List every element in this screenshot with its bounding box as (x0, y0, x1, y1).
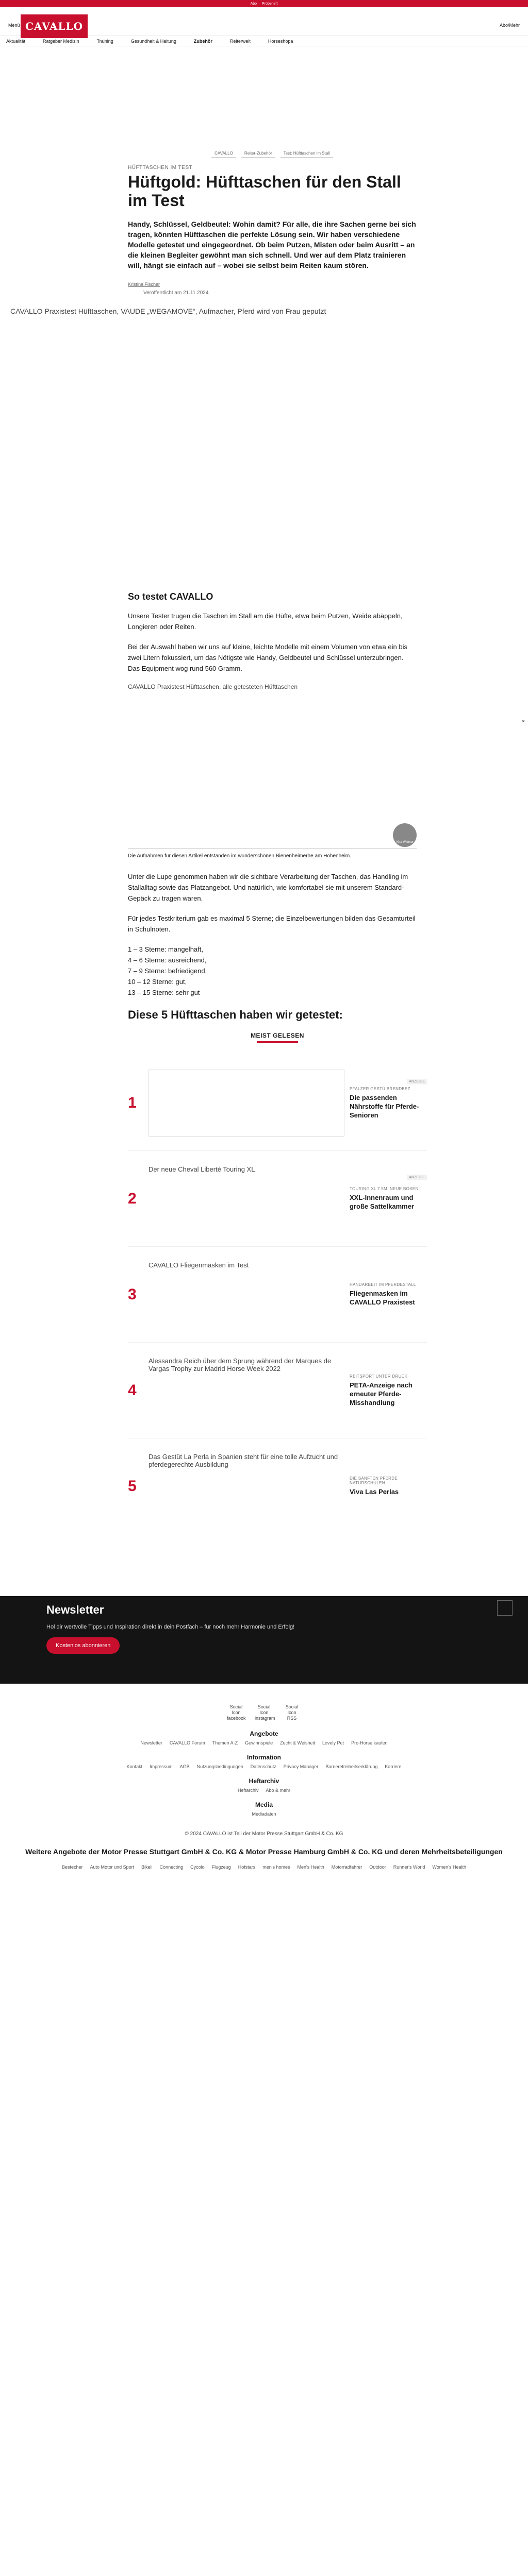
teaser-image-alt: CAVALLO Fliegenmasken im Test (148, 1261, 249, 1269)
footer-links (0, 1788, 528, 1793)
footer-link[interactable]: Lovely Pet (322, 1740, 344, 1745)
nav-item-ratgeber-medizin[interactable]: Ratgeber Medizin (43, 38, 79, 44)
site-logo[interactable] (21, 14, 88, 38)
article-image-alt: CAVALLO Praxistest Hüfttaschen, alle getesteten Hüfttaschen (128, 683, 298, 690)
footer-heading: Information (247, 1754, 281, 1761)
footer-links (0, 1740, 528, 1745)
newsletter-title: Newsletter (46, 1603, 104, 1616)
teaser-category: DIE SANFTEN PFERDE NATURSCHULEN (350, 1476, 398, 1485)
footer-link[interactable]: Themen A-Z (212, 1740, 238, 1745)
footer-link[interactable]: Impressum (150, 1764, 173, 1769)
footer-link[interactable]: CAVALLO Forum (169, 1740, 205, 1745)
more-offers-heading: Weitere Angebote der Motor Presse Stuttgart GmbH & Co. KG & Motor Presse Hamburg GmbH & Co. KG und deren Mehrheitsbeteiligungen (25, 1848, 503, 1856)
offer-link[interactable]: Flugzeug (211, 1865, 231, 1870)
article (10, 149, 417, 1022)
nav-item-horseshopa[interactable]: Horseshopa (268, 38, 293, 44)
ad-space (0, 46, 528, 149)
list-item: 13 – 15 Sterne: sehr gut (128, 989, 200, 996)
logo-text: CAVALLO (25, 20, 83, 32)
teaser-category: REITSPORT UNTER DRUCK (350, 1374, 408, 1379)
newsletter-image (497, 1600, 513, 1616)
most-read-section (128, 1032, 427, 1534)
teaser-text (344, 1087, 427, 1120)
teaser-headline[interactable]: Die passenden Nährstoffe für Pferde-Senioren (350, 1093, 419, 1119)
rank-number: 2 (128, 1190, 137, 1207)
rss-icon[interactable]: Social Icon RSS (285, 1704, 299, 1721)
site-footer (0, 1704, 528, 1870)
site-header (0, 7, 528, 36)
list-item[interactable] (128, 1247, 427, 1343)
teaser-text (344, 1187, 427, 1211)
footer-link[interactable]: Mediadaten (252, 1811, 276, 1817)
teaser-image[interactable] (148, 1070, 344, 1137)
abo-button[interactable]: Abo/Mehr (499, 23, 520, 28)
offer-link[interactable]: Runner's World (393, 1865, 425, 1870)
teaser-category: HANDARBEIT IM PFERDESTALL (350, 1282, 416, 1287)
footer-heading: Media (255, 1801, 273, 1808)
teaser-image-alt: Alessandra Reich über dem Sprung während der Marques de Vargas Trophy zur Madrid Horse Week 2022 (148, 1357, 332, 1372)
offer-link[interactable]: Bikeli (141, 1865, 153, 1870)
page-title: Hüftgold: Hüfttaschen für den Stall im Test (128, 173, 401, 210)
teaser-headline[interactable]: Fliegenmasken im CAVALLO Praxistest (350, 1290, 415, 1306)
body-paragraph: Bei der Auswahl haben wir uns auf kleine, leichte Modelle mit einem Volumen von etwa ein bis zwei Litern fokussiert, um das Nötigste wie Handy, Geldbeutel und Schlüssel unterzubringen. Das Equipment wog rund 560 Gramm. (128, 643, 407, 672)
nav-item-reiterwelt[interactable]: Reiterwelt (229, 38, 251, 44)
facebook-icon[interactable]: Social Icon facebook (227, 1704, 246, 1721)
footer-link[interactable]: Barrierefreiheitserklärung (325, 1764, 378, 1769)
newsletter-box (0, 1596, 528, 1684)
footer-links (0, 1811, 528, 1817)
offer-link[interactable]: Hofstars (238, 1865, 256, 1870)
nav-item-gesundheit[interactable]: Gesundheit & Haltung (130, 38, 176, 44)
list-item: 7 – 9 Sterne: befriedigend, (128, 967, 207, 975)
nav-item-zubehoer[interactable]: Zubehör (193, 38, 212, 44)
teaser-image-alt: Der neue Cheval Liberté Touring XL (148, 1165, 255, 1173)
nav-item-training[interactable]: Training (96, 38, 113, 44)
rank-number: 1 (128, 1094, 137, 1111)
offer-link[interactable]: Auto Motor und Sport (90, 1865, 135, 1870)
offer-link[interactable]: Cycolo (190, 1865, 205, 1870)
instagram-icon[interactable]: Social Icon instagram (255, 1704, 275, 1721)
offer-link[interactable]: Motorradfahrer (331, 1865, 362, 1870)
hero-image (0, 303, 528, 591)
body-paragraph: Unter die Lupe genommen haben wir die sichtbare Verarbeitung der Taschen, das Handling im Stallalltag sowie das Platzangebot. Und natürlich, wie komfortabel sie mit unserem Standard-Gepäck zu tragen waren. (128, 873, 408, 902)
teaser-category: PFALZER GESTÜ BRENDBEZ (350, 1086, 410, 1091)
ad-badge: ANZEIGE (407, 1079, 427, 1084)
teaser-headline[interactable]: PETA-Anzeige nach erneuter Pferde-Misshandlung (350, 1381, 412, 1406)
newsletter-text: Hol dir wertvolle Tipps und Inspiration direkt in dein Postfach – für noch mehr Harmonie und Erfolg! (46, 1624, 295, 1630)
teaser-image[interactable] (148, 1165, 344, 1232)
copyright: © 2024 CAVALLO ist Teil der Motor Presse Stuttgart GmbH & Co. KG (185, 1831, 343, 1837)
teaser-image[interactable] (148, 1453, 344, 1520)
breadcrumb-item[interactable]: Test: Hüfttaschen im Stall (280, 149, 333, 158)
footer-heading: Heftarchiv (249, 1777, 279, 1785)
body-paragraph: Unsere Tester trugen die Taschen im Stall am die Hüfte, etwa beim Putzen, Weide abäppeln, Longieren oder Reiten. (128, 612, 403, 631)
body-paragraph: Für jedes Testkriterium gab es maximal 5 Sterne; die Einzelbewertungen bilden das Gesamturteil in Schulnoten. (128, 914, 416, 933)
list-item[interactable] (128, 1055, 427, 1151)
article-lead: Handy, Schlüssel, Geldbeutel: Wohin damit? Für alle, die ihre Sachen gerne bei sich tragen, könnten Hüfttaschen die perfekte Lösung sein. Wir haben verschiedene Modelle getestet und eingegeordnet. Ob beim Putzen, Misten oder beim Ausritt – an die kleinen Begleiter gewöhnt man sich schnell. Und wer auf dem Platz trainieren will, hängt sie einfach auf – wobei sie selbst beim Reiten kaum stören. (128, 220, 416, 269)
footer-link[interactable]: Newsletter (140, 1740, 162, 1745)
section-heading: So testet CAVALLO (128, 591, 213, 602)
social-links (0, 1704, 528, 1727)
rank-number: 5 (128, 1477, 137, 1495)
rating-scale-list (128, 944, 417, 998)
tested-heading: Diese 5 Hüfttaschen haben wir getestet: (128, 1008, 343, 1021)
top-promo-bar (0, 0, 528, 7)
teaser-image[interactable] (148, 1357, 344, 1424)
footer-link[interactable]: Privacy Manager (283, 1764, 319, 1769)
footer-link[interactable]: Nutzungsbedingungen (196, 1764, 243, 1769)
breadcrumb-item[interactable]: CAVALLO (211, 149, 236, 158)
list-item: 1 – 3 Sterne: mangelhaft, (128, 945, 203, 953)
footer-link[interactable]: Kontakt (126, 1764, 143, 1769)
menu-button[interactable]: Menü (8, 23, 20, 28)
footer-link[interactable]: AGB (179, 1764, 190, 1769)
teaser-headline[interactable]: Viva Las Perlas (350, 1488, 399, 1496)
teaser-headline[interactable]: XXL-Innenraum und große Sattelkammer (350, 1194, 414, 1210)
footer-link[interactable]: Karriere (385, 1764, 402, 1769)
offer-link[interactable]: Men's Health (297, 1865, 324, 1870)
footer-heading: Angebote (250, 1730, 278, 1737)
footer-link[interactable]: Gewinnspiele (245, 1740, 273, 1745)
offer-link[interactable]: Connecting (159, 1865, 184, 1870)
footer-link[interactable]: Zucht & Weisheit (280, 1740, 316, 1745)
footer-link[interactable]: Datenschutz (250, 1764, 276, 1769)
list-item: 10 – 12 Sterne: gut, (128, 978, 187, 986)
nav-item-aktualitaet[interactable]: Aktualität (6, 38, 26, 44)
list-item[interactable] (128, 1151, 427, 1247)
image-credit: Kira Widmer (396, 841, 414, 844)
list-item[interactable] (128, 1343, 427, 1438)
topbar-link-probeheft[interactable]: Probeheft (262, 2, 278, 6)
footer-link[interactable]: Abo & mehr (266, 1788, 291, 1793)
footer-link[interactable]: Heftarchiv (237, 1788, 259, 1793)
offer-link[interactable]: Women's Health (432, 1865, 466, 1870)
most-read-title: MEIST GELESEN (251, 1032, 304, 1039)
offer-links (0, 1865, 528, 1870)
hero-image-alt: CAVALLO Praxistest Hüfttaschen, VAUDE „WEGAMOVE“, Aufmacher, Pferd wird von Frau geputzt (10, 307, 326, 315)
offer-link[interactable]: men's homes (262, 1865, 290, 1870)
teaser-image-alt: Das Gestüt La Perla in Spanien steht für eine tolle Aufzucht und pferdegerechte Ausbildung (148, 1452, 338, 1468)
rank-number: 4 (128, 1381, 137, 1399)
rank-number: 3 (128, 1285, 137, 1303)
breadcrumb-item[interactable]: Reiter-Zubehör (241, 149, 275, 158)
list-item[interactable] (128, 1438, 427, 1534)
article-image (128, 683, 417, 848)
list-item: 4 – 6 Sterne: ausreichend, (128, 956, 207, 964)
teaser-text (344, 1282, 427, 1307)
close-icon[interactable]: × (522, 719, 525, 724)
topbar-link-abo[interactable]: Abo (250, 2, 257, 6)
footer-link[interactable]: Pro-Horse kaufen (351, 1740, 388, 1745)
footer-links (0, 1764, 528, 1769)
offer-link[interactable]: Outdoor (369, 1865, 386, 1870)
newsletter-subscribe-button[interactable]: Kostenlos abonnieren (46, 1637, 120, 1654)
teaser-category: TOURING XL 7.5M: NEUE BOXEN (350, 1187, 419, 1191)
teaser-text (344, 1476, 427, 1496)
teaser-image[interactable] (148, 1261, 344, 1328)
article-kicker: HÜFTTASCHEN IM TEST (128, 165, 193, 171)
author-link[interactable]: Kristina Fischer (128, 282, 160, 287)
ad-badge: ANZEIGE (407, 1175, 427, 1180)
image-caption: Die Aufnahmen für diesen Artikel entstanden im wunderschönen Bienenheimerhe am Hohenheim. (128, 848, 417, 860)
offer-link[interactable]: Bestecher (62, 1865, 83, 1870)
breadcrumb (128, 149, 417, 158)
publish-date: Veröffentlicht am 21.11.2024 (143, 290, 209, 296)
teaser-text (344, 1374, 427, 1407)
divider (257, 1041, 298, 1043)
